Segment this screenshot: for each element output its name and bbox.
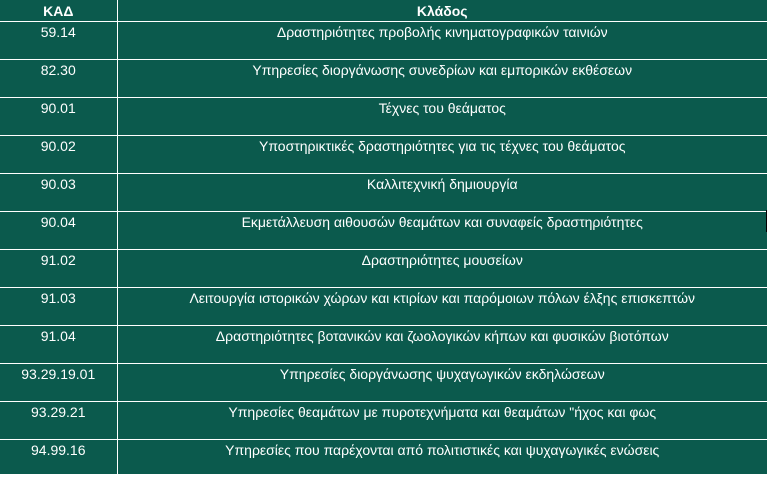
table-row bbox=[0, 174, 767, 212]
sector-cell[interactable]: Υπηρεσίες διοργάνωσης ψυχαγωγικών εκδηλώσεων bbox=[117, 364, 767, 402]
header-cell-sector[interactable]: Κλάδος bbox=[117, 0, 767, 22]
table-row bbox=[0, 22, 767, 60]
sector-cell[interactable]: Εκμετάλλευση αιθουσών θεαμάτων και συναφείς δραστηριότητες bbox=[117, 212, 767, 250]
table-row bbox=[0, 136, 767, 174]
code-cell[interactable]: 93.29.21 bbox=[0, 402, 117, 440]
table-row bbox=[0, 288, 767, 326]
table-row bbox=[0, 212, 767, 250]
sector-cell[interactable]: Δραστηριότητες προβολής κινηματογραφικών ταινιών bbox=[117, 22, 767, 60]
sector-cell[interactable]: Δραστηριότητες μουσείων bbox=[117, 250, 767, 288]
header-cell-code[interactable]: ΚΑΔ bbox=[0, 0, 117, 22]
table-row bbox=[0, 250, 767, 288]
code-cell[interactable]: 90.03 bbox=[0, 174, 117, 212]
table-header-row bbox=[0, 0, 767, 22]
table-row bbox=[0, 60, 767, 98]
table-row bbox=[0, 364, 767, 402]
code-cell[interactable]: 90.04 bbox=[0, 212, 117, 250]
code-cell[interactable]: 90.01 bbox=[0, 98, 117, 136]
table-row bbox=[0, 402, 767, 440]
code-cell[interactable]: 94.99.16 bbox=[0, 440, 117, 477]
code-cell[interactable]: 82.30 bbox=[0, 60, 117, 98]
code-cell[interactable]: 91.04 bbox=[0, 326, 117, 364]
sector-cell[interactable]: Υπηρεσίες που παρέχονται από πολιτιστικές και ψυχαγωγικές ενώσεις bbox=[117, 440, 767, 477]
sector-cell[interactable]: Δραστηριότητες βοτανικών και ζωολογικών κήπων και φυσικών βιοτόπων bbox=[117, 326, 767, 364]
code-cell[interactable]: 91.02 bbox=[0, 250, 117, 288]
code-cell[interactable]: 91.03 bbox=[0, 288, 117, 326]
sector-cell[interactable]: Υποστηρικτικές δραστηριότητες για τις τέχνες του θεάματος bbox=[117, 136, 767, 174]
table-row bbox=[0, 98, 767, 136]
code-cell[interactable]: 59.14 bbox=[0, 22, 117, 60]
table-row bbox=[0, 440, 767, 477]
code-cell[interactable]: 93.29.19.01 bbox=[0, 364, 117, 402]
sector-cell[interactable]: Υπηρεσίες θεαμάτων με πυροτεχνήματα και θεαμάτων "ήχος και φως bbox=[117, 402, 767, 440]
sector-cell[interactable]: Καλλιτεχνική δημιουργία bbox=[117, 174, 767, 212]
sector-cell[interactable]: Τέχνες του θεάματος bbox=[117, 98, 767, 136]
sector-cell[interactable]: Λειτουργία ιστορικών χώρων και κτιρίων και παρόμοιων πόλων έλξης επισκεπτών bbox=[117, 288, 767, 326]
code-cell[interactable]: 90.02 bbox=[0, 136, 117, 174]
sector-cell[interactable]: Υπηρεσίες διοργάνωσης συνεδρίων και εμπορικών εκθέσεων bbox=[117, 60, 767, 98]
table-row bbox=[0, 326, 767, 364]
